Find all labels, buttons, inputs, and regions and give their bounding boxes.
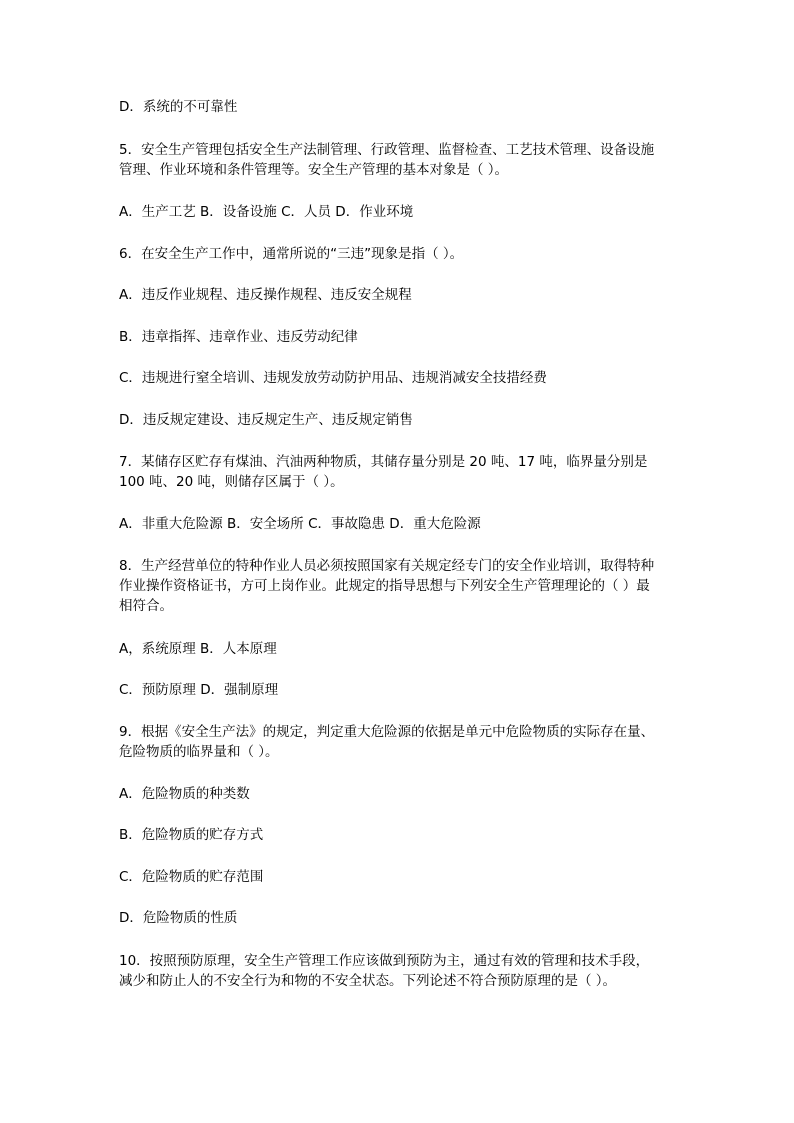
- question-10-line-1: 10．按照预防原理，安全生产管理工作应该做到预防为主，通过有效的管理和技术手段，: [119, 953, 650, 969]
- question-8-line-3: 相符合。: [119, 598, 173, 614]
- question-8-options-ab: A，系统原理 B．人本原理: [119, 641, 277, 657]
- question-10-line-2: 减少和防止人的不安全行为和物的不安全状态。下列论述不符合预防原理的是（ ）。: [119, 973, 617, 989]
- question-6-option-c: C．违规进行窒全培训、违规发放劳动防护用品、违规消减安全技措经费: [119, 370, 547, 386]
- question-9-option-b: B．危险物质的贮存方式: [119, 827, 264, 843]
- question-7-options: A．非重大危险源 B．安全场所 C．事故隐患 D．重大危险源: [119, 516, 481, 532]
- question-6-option-a: A．违反作业规程、违反操作规程、违反安全规程: [119, 287, 412, 303]
- question-7-line-2: 100 吨、20 吨，则储存区属于（ ）。: [119, 474, 344, 490]
- question-9-option-a: A．危险物质的种类数: [119, 786, 250, 802]
- question-8-line-1: 8．生产经营单位的特种作业人员必须按照国家有关规定经专门的安全作业培训，取得特种: [119, 558, 655, 574]
- question-9-line-1: 9．根据《安全生产法》的规定，判定重大危险源的依据是单元中危险物质的实际存在量、: [119, 724, 655, 740]
- question-6-option-b: B．违章指挥、违章作业、违反劳动纪律: [119, 329, 358, 345]
- question-5-line-2: 管理、作业环境和条件管理等。安全生产管理的基本对象是（ ）。: [119, 162, 509, 178]
- question-5-options: A．生产工艺 B．设备设施 C．人员 D．作业环境: [119, 204, 414, 220]
- question-9-line-2: 危险物质的临界量和（ ）。: [119, 744, 279, 760]
- question-9-option-c: C．危险物质的贮存范围: [119, 869, 264, 885]
- question-8-line-2: 作业操作资格证书，方可上岗作业。此规定的指导思想与下列安全生产管理理论的（ ）最: [119, 578, 650, 594]
- question-7-line-1: 7．某储存区贮存有煤油、汽油两种物质，其储存量分别是 20 吨、17 吨，临界量分别是: [119, 454, 648, 470]
- question-6-option-d: D．违反规定建设、违反规定生产、违反规定销售: [119, 412, 413, 428]
- question-5-line-1: 5．安全生产管理包括安全生产法制管理、行政管理、监督检查、工艺技术管理、设备设施: [119, 142, 655, 158]
- question-8-options-cd: C．预防原理 D．强制原理: [119, 682, 279, 698]
- question-6: 6．在安全生产工作中，通常所说的“三违”现象是指（ ）。: [119, 246, 464, 262]
- option-d-unreliability: D．系统的不可靠性: [119, 99, 238, 115]
- question-9-option-d: D．危险物质的性质: [119, 910, 238, 926]
